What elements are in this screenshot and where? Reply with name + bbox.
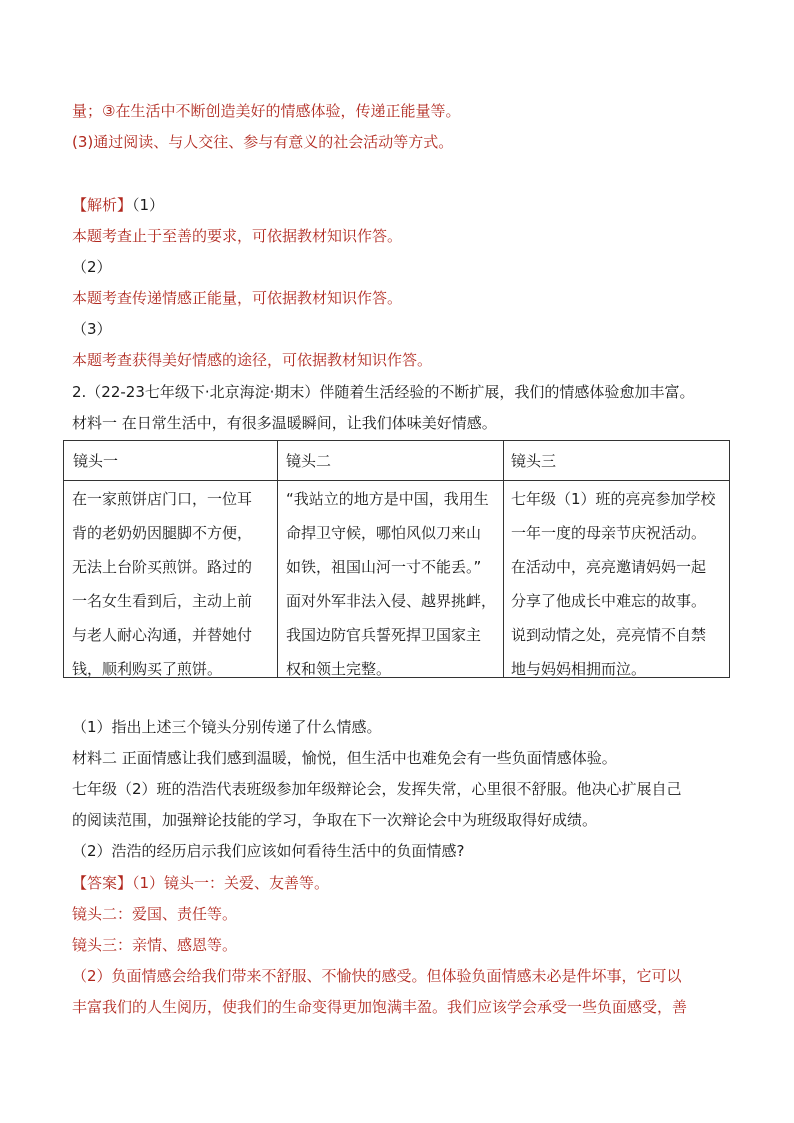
cell-line: 命捍卫守候，哪怕风似刀来山 [286, 524, 482, 542]
cell-line: 一年一度的母亲节庆祝活动。 [511, 524, 707, 542]
question-part-one: （1）指出上述三个镜头分别传递了什么情感。 [72, 718, 382, 736]
cell-line: 权和领土完整。 [286, 660, 392, 678]
table-cell-scene-one [72, 489, 252, 693]
cell-line: 七年级（1）班的亮亮参加学校 [511, 490, 716, 508]
scenes-table [63, 440, 730, 678]
answer-header [72, 873, 329, 893]
cell-line: 地与妈妈相拥而泣。 [511, 660, 647, 678]
answer-line: 丰富我们的人生阅历，使我们的生命变得更加饱满丰盈。我们应该学会承受一些负面感受，善 [72, 998, 688, 1016]
analysis-number: （1） [132, 196, 165, 214]
question-header: 2.（22-23七年级下·北京海淀·期末）伴随着生活经验的不断扩展，我们的情感体验愈加丰富。 [72, 383, 695, 401]
cell-line: “我站立的地方是中国，我用生 [286, 490, 489, 508]
column-divider [503, 441, 504, 677]
cell-line: 一名女生看到后，主动上前 [72, 592, 253, 610]
answer-text: （1）镜头一：关爱、友善等。 [132, 874, 330, 892]
cell-line: 与老人耐心沟通，并替她付 [72, 626, 253, 644]
table-header-row [64, 441, 729, 481]
cell-line: 钱，顺利购买了煎饼。 [72, 660, 223, 678]
cell-line: 我国边防官兵誓死捍卫国家主 [286, 626, 482, 644]
answer-line: 镜头三：亲情、感恩等。 [72, 936, 238, 954]
answer-line: （2）负面情感会给我们带来不舒服、不愉快的感受。但体验负面情感未必是件坏事，它可以 [72, 967, 682, 985]
table-cell-scene-three [511, 489, 716, 693]
table-header-cell: 镜头二 [286, 452, 332, 470]
analysis-header [72, 195, 164, 215]
answer-line: 量；③在生活中不断创造美好的情感体验，传递正能量等。 [72, 102, 461, 120]
analysis-number: （2） [72, 258, 112, 276]
cell-line: 在一家煎饼店门口，一位耳 [72, 490, 253, 508]
cell-line: 如铁，祖国山河一寸不能丢。” [286, 558, 482, 576]
cell-line: 分享了他成长中难忘的故事。 [511, 592, 707, 610]
analysis-line: 本题考查获得美好情感的途径，可依据教材知识作答。 [72, 351, 433, 369]
answer-line: 镜头二：爱国、责任等。 [72, 905, 238, 923]
table-cell-scene-two [286, 489, 496, 693]
material-one: 材料一 在日常生活中，有很多温暖瞬间，让我们体味美好情感。 [72, 414, 497, 432]
cell-line: 无法上台阶买煎饼。路过的 [72, 558, 253, 576]
column-divider [277, 441, 278, 677]
cell-line: 背的老奶奶因腿脚不方便， [72, 524, 253, 542]
material-two-line: 七年级（2）班的浩浩代表班级参加年级辩论会，发挥失常，心里很不舒服。他决心扩展自己 [72, 780, 682, 798]
answer-line: (3)通过阅读、与人交往、参与有意义的社会活动等方式。 [72, 133, 454, 151]
answer-label: 【答案】 [72, 874, 133, 892]
analysis-line: 本题考查传递情感正能量，可依据教材知识作答。 [72, 289, 403, 307]
material-two: 材料二 正面情感让我们感到温暖，愉悦，但生活中也难免会有一些负面情感体验。 [72, 749, 617, 767]
analysis-label: 【解析】 [72, 196, 133, 214]
table-header-cell: 镜头三 [511, 452, 557, 470]
table-header-cell: 镜头一 [73, 452, 119, 470]
question-part-two: （2）浩浩的经历启示我们应该如何看待生活中的负面情感? [72, 842, 465, 860]
analysis-number: （3） [72, 320, 112, 338]
cell-line: 面对外军非法入侵、越界挑衅， [286, 592, 497, 610]
analysis-line: 本题考查止于至善的要求，可依据教材知识作答。 [72, 227, 403, 245]
cell-line: 说到动情之处，亮亮情不自禁 [511, 626, 707, 644]
cell-line: 在活动中，亮亮邀请妈妈一起 [511, 558, 707, 576]
material-two-line: 的阅读范围，加强辩论技能的学习，争取在下一次辩论会中为班级取得好成绩。 [72, 811, 598, 829]
